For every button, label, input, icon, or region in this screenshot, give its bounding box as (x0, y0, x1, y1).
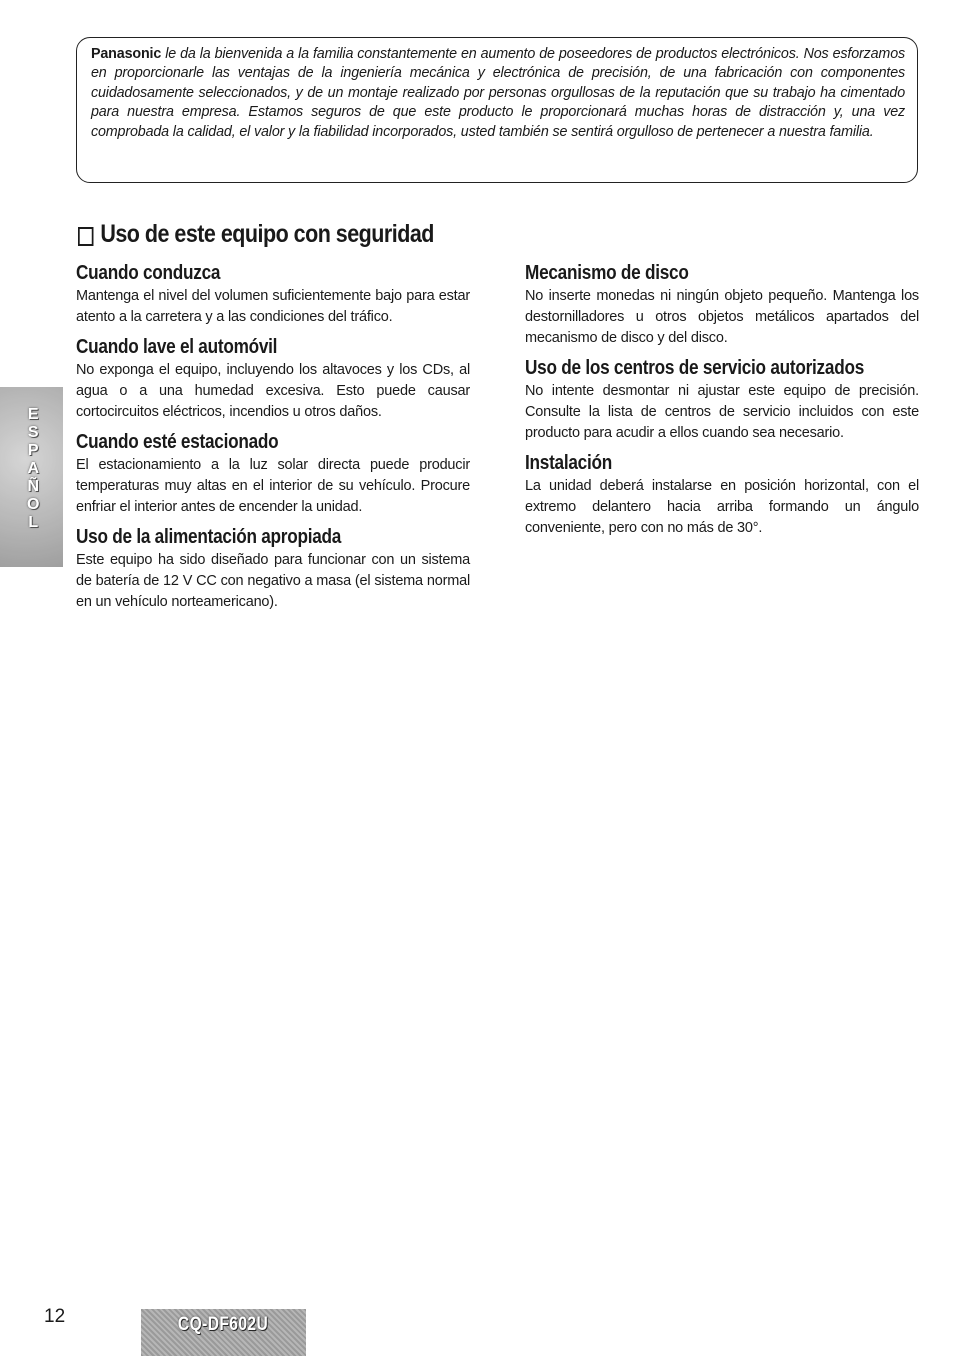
subsection-heading: Instalación (525, 452, 613, 474)
subsection-heading: Cuando conduzca (76, 262, 221, 284)
section-title-text: Uso de este equipo con seguridad (100, 220, 434, 248)
left-column (76, 262, 470, 621)
subsection-body: No inserte monedas ni ningún objeto pequeño. Mantenga los destornilladores u otros objetos metálicos apartados del mecanismo de disco y del disco. (525, 288, 919, 346)
model-name: CQ-DF602U (178, 1314, 269, 1335)
section-title (78, 220, 434, 249)
language-tab-letter: A (27, 460, 39, 477)
subsection-body: No exponga el equipo, incluyendo los altavoces y los CDs, al agua o a una humedad excesiva. Esto puede causar cortocircuitos eléctricos, incendios u otros daños. (76, 362, 470, 420)
subsection-body: El estacionamiento a la luz solar directa puede producir temperaturas muy altas en el interior de su vehículo. Procure enfriar el interior antes de encender la unidad. (76, 457, 470, 515)
safety-section (525, 357, 919, 444)
page-number: 12 (44, 1306, 66, 1327)
subsection-heading: Uso de los centros de servicio autorizados (525, 357, 865, 379)
subsection-body: Este equipo ha sido diseñado para funcionar con un sistema de batería de 12 V CC con negativo a masa (el sistema normal en un vehículo norteamericano). (76, 552, 470, 610)
subsection-heading: Cuando esté estacionado (76, 431, 279, 453)
intro-paragraph (91, 45, 905, 142)
intro-text: le da la bienvenida a la familia constantemente en aumento de poseedores de productos electrónicos. Nos esforzamos en proporcionarle las ventajas de la ingeniería mecánica y electrónica de precisión, de una fabricación con componentes cuidadosamente seleccionados, y de un montaje realizado por personas orgullosas de la reputación que su trabajo ha cimentado para nuestra empresa. Estamos seguros de que este producto le proporcionará muchas horas de distracción y, una vez comprobada la calidad, el valor y la fiabilidad incorporados, usted también se sentirá orgulloso de pertenecer a nuestra familia. (91, 46, 905, 140)
safety-section (525, 262, 919, 349)
safety-section (76, 262, 470, 328)
model-badge (141, 1309, 306, 1356)
brand-name: Panasonic (91, 46, 162, 62)
subsection-body: La unidad deberá instalarse en posición horizontal, con el extremo delantero hacia arriba formando un ángulo conveniente, pero con no más de 30°. (525, 478, 919, 536)
language-tab-letters (27, 406, 39, 532)
subsection-heading: Mecanismo de disco (525, 262, 689, 284)
right-column (525, 262, 919, 547)
language-tab-letter: L (28, 514, 39, 531)
language-tab-letter: E (27, 406, 39, 423)
safety-section (76, 431, 470, 518)
checkbox-icon (78, 227, 93, 246)
safety-section (525, 452, 919, 539)
language-tab-letter: P (27, 442, 39, 459)
subsection-body: No intente desmontar ni ajustar este equipo de precisión. Consulte la lista de centros de servicio incluidos con este producto para acudir a ellos cuando sea necesario. (525, 383, 919, 441)
subsection-heading: Cuando lave el automóvil (76, 336, 278, 358)
subsection-heading: Uso de la alimentación apropiada (76, 526, 342, 548)
language-tab-letter: O (27, 496, 40, 513)
intro-box (76, 37, 918, 183)
language-tab-letter: S (27, 424, 39, 441)
safety-section (76, 526, 470, 613)
language-tab (0, 387, 63, 567)
subsection-body: Mantenga el nivel del volumen suficientemente bajo para estar atento a la carretera y a las condiciones del tráfico. (76, 288, 470, 325)
language-tab-letter: Ñ (27, 478, 39, 495)
safety-section (76, 336, 470, 423)
